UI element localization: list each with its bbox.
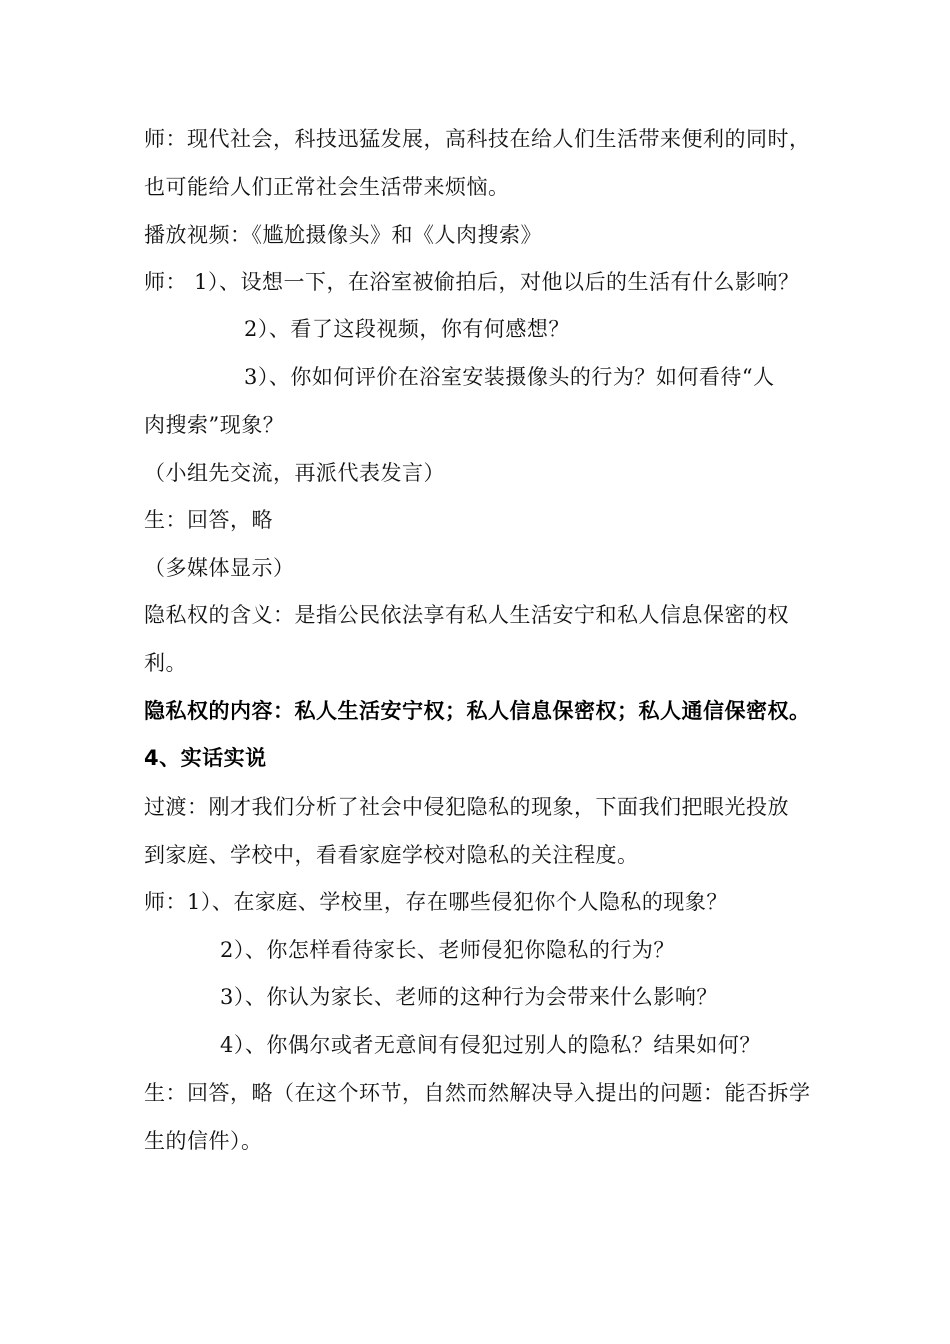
paragraph-line: （多媒体显示）	[144, 556, 295, 580]
question-line: 4）、你偶尔或者无意间有侵犯过别人的隐私？结果如何？	[220, 1033, 761, 1057]
definition-line: 隐私权的含义：是指公民依法享有私人生活安宁和私人信息保密的权	[144, 603, 789, 627]
paragraph-line: 肉搜索”现象？	[144, 413, 285, 437]
question-line: 2）、你怎样看待家长、老师侵犯你隐私的行为？	[220, 938, 675, 962]
definition-line: 利。	[144, 651, 187, 675]
question-line: 2）、看了这段视频，你有何感想？	[244, 317, 570, 341]
bold-content-line: 隐私权的内容：私人生活安宁权；私人信息保密权；私人通信保密权。	[144, 699, 811, 723]
paragraph-line: 播放视频：《尴尬摄像头》和《人肉搜索》	[144, 223, 542, 247]
question-line: 师： 1）、设想一下，在浴室被偷拍后，对他以后的生活有什么影响？	[144, 270, 800, 294]
section-heading: 4、实话实说	[144, 746, 267, 770]
paragraph-line: 也可能给人们正常社会生活带来烦恼。	[144, 175, 510, 199]
paragraph-line: 生的信件）。	[144, 1129, 263, 1153]
paragraph-line: 生：回答，略	[144, 508, 273, 532]
question-line: 师：1）、在家庭、学校里，存在哪些侵犯你个人隐私的现象？	[144, 890, 728, 914]
paragraph-line: 师：现代社会，科技迅猛发展，高科技在给人们生活带来便利的同时，	[144, 127, 811, 151]
paragraph-line: 到家庭、学校中，看看家庭学校对隐私的关注程度。	[144, 843, 639, 867]
paragraph-line: 生：回答，略（在这个环节，自然而然解决导入提出的问题：能否拆学	[144, 1081, 811, 1105]
question-line: 3）、你如何评价在浴室安装摄像头的行为？如何看待“人	[244, 365, 775, 389]
paragraph-line: （小组先交流，再派代表发言）	[144, 461, 445, 485]
paragraph-line: 过渡：刚才我们分析了社会中侵犯隐私的现象，下面我们把眼光投放	[144, 795, 789, 819]
question-line: 3）、你认为家长、老师的这种行为会带来什么影响？	[220, 985, 718, 1009]
